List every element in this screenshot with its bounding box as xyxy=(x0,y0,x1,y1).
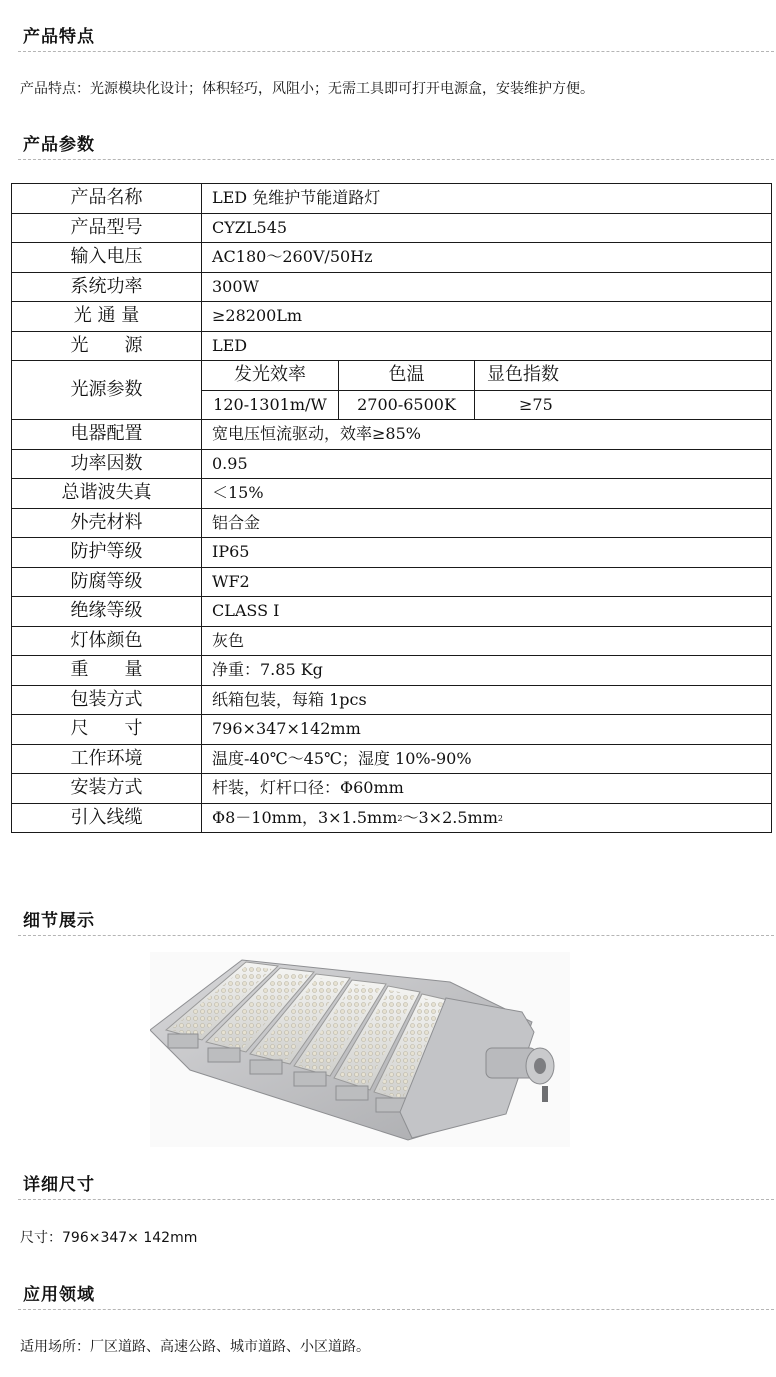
spec-value: 796×347×142mm xyxy=(202,715,772,745)
spec-key: 防腐等级 xyxy=(12,567,202,597)
spec-key: 光源参数 xyxy=(12,361,202,420)
table-row xyxy=(12,449,772,479)
section-title: 细节展示 xyxy=(23,911,95,931)
table-row xyxy=(12,803,772,833)
application-text: 适用场所：厂区道路、高速公路、城市道路、小区道路。 xyxy=(20,1339,370,1355)
light-param-value: 2700-6500K xyxy=(339,390,475,420)
spec-value: ≥28200Lm xyxy=(202,302,772,332)
spec-value: 300W xyxy=(202,272,772,302)
table-row xyxy=(12,597,772,627)
spec-key: 尺 寸 xyxy=(12,715,202,745)
spec-value: IP65 xyxy=(202,538,772,568)
section-title: 详细尺寸 xyxy=(23,1175,95,1195)
section-title: 产品特点 xyxy=(23,27,95,47)
divider xyxy=(18,1199,774,1200)
divider xyxy=(18,159,774,160)
table-row xyxy=(12,774,772,804)
spec-key: 产品名称 xyxy=(12,184,202,214)
table-row xyxy=(12,715,772,745)
spec-key: 重 量 xyxy=(12,656,202,686)
spec-value: 杆装，灯杆口径：Φ60mm xyxy=(202,774,772,804)
spec-key: 总谐波失真 xyxy=(12,479,202,509)
section-application-header xyxy=(0,1284,774,1308)
spec-value: LED xyxy=(202,331,772,361)
spec-key: 工作环境 xyxy=(12,744,202,774)
table-row xyxy=(12,213,772,243)
superscript: 2 xyxy=(397,813,403,823)
table-row xyxy=(12,685,772,715)
light-param-header: 发光效率 xyxy=(202,361,339,391)
spec-key: 外壳材料 xyxy=(12,508,202,538)
divider xyxy=(18,1309,774,1310)
table-row xyxy=(12,567,772,597)
street-light-illustration xyxy=(150,952,570,1147)
light-param-header: 显色指数 xyxy=(475,361,772,391)
spec-key: 包装方式 xyxy=(12,685,202,715)
dimensions-text: 尺寸：796×347× 142mm xyxy=(20,1230,198,1246)
spec-key: 绝缘等级 xyxy=(12,597,202,627)
light-param-value: 120-1301m/W xyxy=(202,390,339,420)
light-param-header: 色温 xyxy=(339,361,475,391)
section-features-header xyxy=(0,26,774,50)
spec-table xyxy=(11,183,772,833)
table-row xyxy=(12,538,772,568)
spec-value: ＜15% xyxy=(202,479,772,509)
table-row xyxy=(12,361,772,391)
spec-key: 产品型号 xyxy=(12,213,202,243)
superscript: 2 xyxy=(497,813,503,823)
table-row xyxy=(12,626,772,656)
spec-key: 电器配置 xyxy=(12,420,202,450)
spec-key: 功率因数 xyxy=(12,449,202,479)
spec-value: CLASS Ⅰ xyxy=(202,597,772,627)
product-photo xyxy=(150,952,570,1147)
spec-value: AC180～260V/50Hz xyxy=(202,243,772,273)
table-row xyxy=(12,744,772,774)
spec-value: 铝合金 xyxy=(202,508,772,538)
section-params-header xyxy=(0,134,774,158)
spec-key: 光 源 xyxy=(12,331,202,361)
table-row xyxy=(12,184,772,214)
spec-value: 0.95 xyxy=(202,449,772,479)
section-title: 产品参数 xyxy=(23,135,95,155)
table-row xyxy=(12,420,772,450)
section-details-header xyxy=(0,910,774,934)
spec-key: 安装方式 xyxy=(12,774,202,804)
table-row xyxy=(12,302,772,332)
table-row xyxy=(12,479,772,509)
section-title: 应用领域 xyxy=(23,1285,95,1305)
spec-key: 输入电压 xyxy=(12,243,202,273)
cable-spec-b: ～3×2.5mm xyxy=(402,807,498,827)
spec-key: 引入线缆 xyxy=(12,803,202,833)
divider xyxy=(18,51,774,52)
features-text: 产品特点：光源模块化设计；体积轻巧，风阻小；无需工具即可打开电源盒，安装维护方便。 xyxy=(20,81,594,97)
spec-key: 光 通 量 xyxy=(12,302,202,332)
spec-value xyxy=(202,803,772,833)
spec-key: 灯体颜色 xyxy=(12,626,202,656)
table-row xyxy=(12,243,772,273)
spec-value: 宽电压恒流驱动，效率≥85% xyxy=(202,420,772,450)
spec-key: 系统功率 xyxy=(12,272,202,302)
cable-spec-a: Φ8－10mm，3×1.5mm xyxy=(212,807,398,827)
section-dimensions-header xyxy=(0,1174,774,1198)
table-row xyxy=(12,272,772,302)
spec-value: WF2 xyxy=(202,567,772,597)
spec-value: CYZL545 xyxy=(202,213,772,243)
table-row xyxy=(12,656,772,686)
light-param-value: ≥75 xyxy=(475,390,772,420)
table-row xyxy=(12,508,772,538)
spec-value: LED 免维护节能道路灯 xyxy=(202,184,772,214)
table-row xyxy=(12,331,772,361)
spec-value: 灰色 xyxy=(202,626,772,656)
divider xyxy=(18,935,774,936)
spec-value: 纸箱包装，每箱 1pcs xyxy=(202,685,772,715)
spec-value: 温度-40℃～45℃；湿度 10%-90% xyxy=(202,744,772,774)
spec-key: 防护等级 xyxy=(12,538,202,568)
spec-value: 净重：7.85 Kg xyxy=(202,656,772,686)
